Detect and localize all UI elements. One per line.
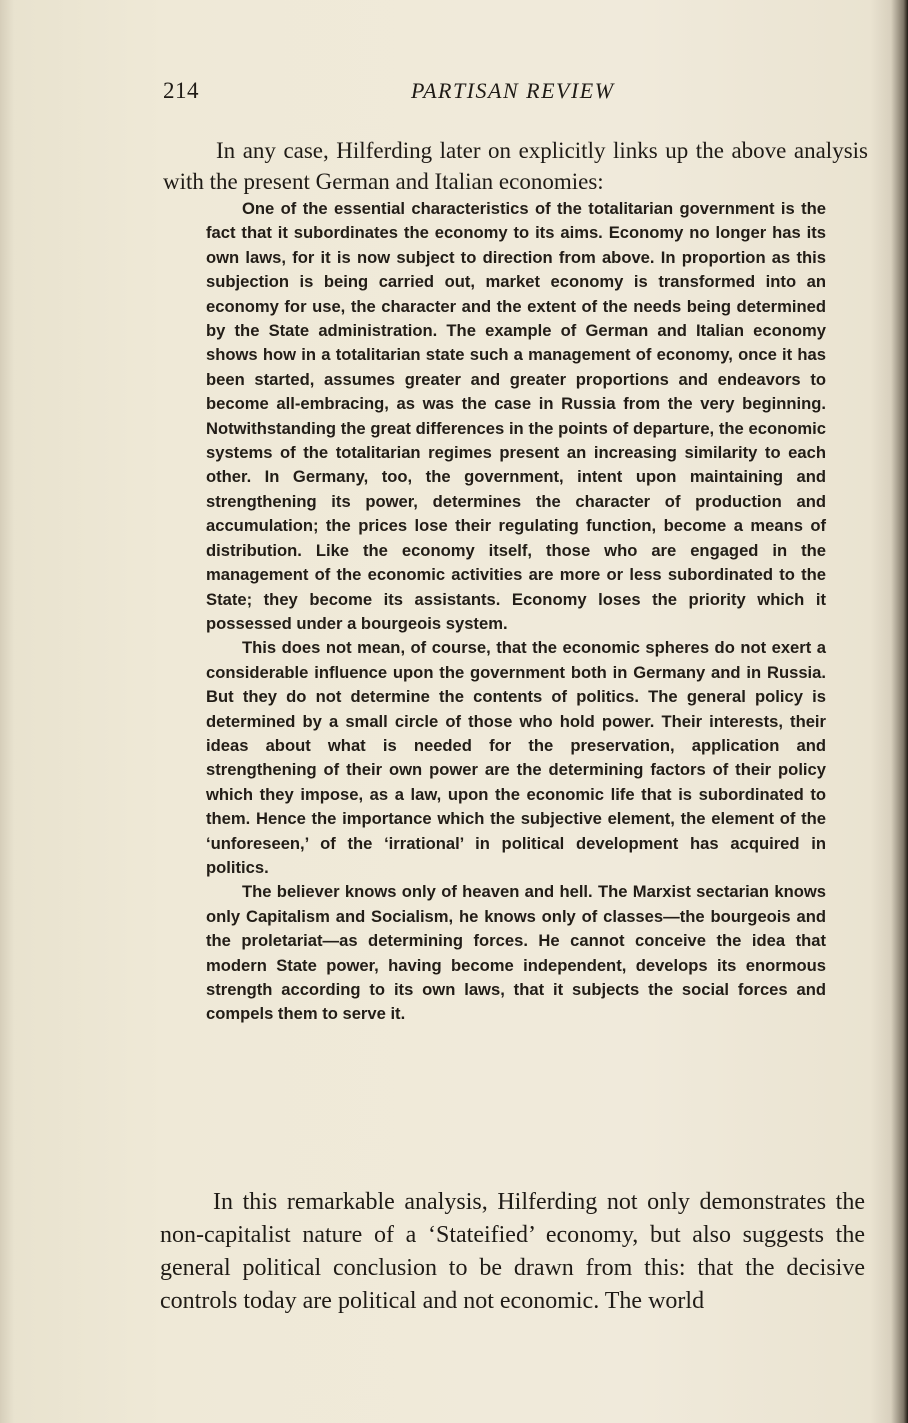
- intro-paragraph: In any case, Hilferding later on explicitly links up the above analysis with the present German and Italian economies:: [163, 138, 868, 194]
- page-edge-shadow: [870, 0, 908, 1423]
- running-head: PARTISAN REVIEW: [411, 78, 615, 103]
- page-gutter-shadow: [0, 0, 14, 1423]
- quote-paragraph-3: The believer knows only of heaven and hell. The Marxist sectarian knows only Capitalism and Socialism, he knows only of classes—the bourgeois and the proletariat—as determining forces. He cannot conceive the idea that modern State power, having become independent, develops its enormous strength according to its own laws, that it subjects the social forces and compels them to serve it.: [206, 882, 826, 1024]
- quote-paragraph-1: One of the essential characteristics of the totalitarian government is the fact that it subordinates the economy to its aims. Economy no longer has its own laws, for it is now subject to direction from above. In proportion as this subjection is being carried out, market economy is transformed into an economy for use, the character and the extent of the needs being determined by the State administration. The example of German and Italian economy shows how in a totalitarian state such a management of economy, once it has been started, assumes greater and greater proportions and endeavors to become all-embracing, as was the case in Russia from the very beginning. Notwithstanding the great differences in the points of departure, the economic systems of the totalitarian regimes present an increasing similarity to each other. In Germany, too, the government, intent upon maintaining and strengthening its power, determines the character of production and accumulation; the prices lose their regulating function, become a means of distribution. Like the economy itself, those who are engaged in the management of the economic activities are more or less subordinated to the State; they become its assistants. Economy loses the priority which it possessed under a bourgeois system.: [206, 199, 826, 633]
- block-quote: [206, 197, 826, 1027]
- page-number: 214: [163, 78, 199, 103]
- quote-paragraph-2: This does not mean, of course, that the economic spheres do not exert a considerable influence upon the government both in Germany and in Russia. But they do not determine the contents of politics. The general policy is determined by a small circle of those who hold power. Their interests, their ideas about what is needed for the preservation, application and strengthening of their own power are the determining factors of their policy which they impose, as a law, upon the economic life that is subordinated to them. Hence the importance which the subjective element, the element of the ‘unforeseen,’ of the ‘irrational’ in political development has acquired in politics.: [206, 638, 826, 877]
- closing-paragraph: In this remarkable analysis, Hilferding not only demonstrates the non-capitalist nature of a ‘Stateified’ economy, but also suggests the general political conclusion to be drawn from this: that the decisive controls today are political and not economic. The world: [160, 1189, 865, 1314]
- page-header: [163, 78, 823, 110]
